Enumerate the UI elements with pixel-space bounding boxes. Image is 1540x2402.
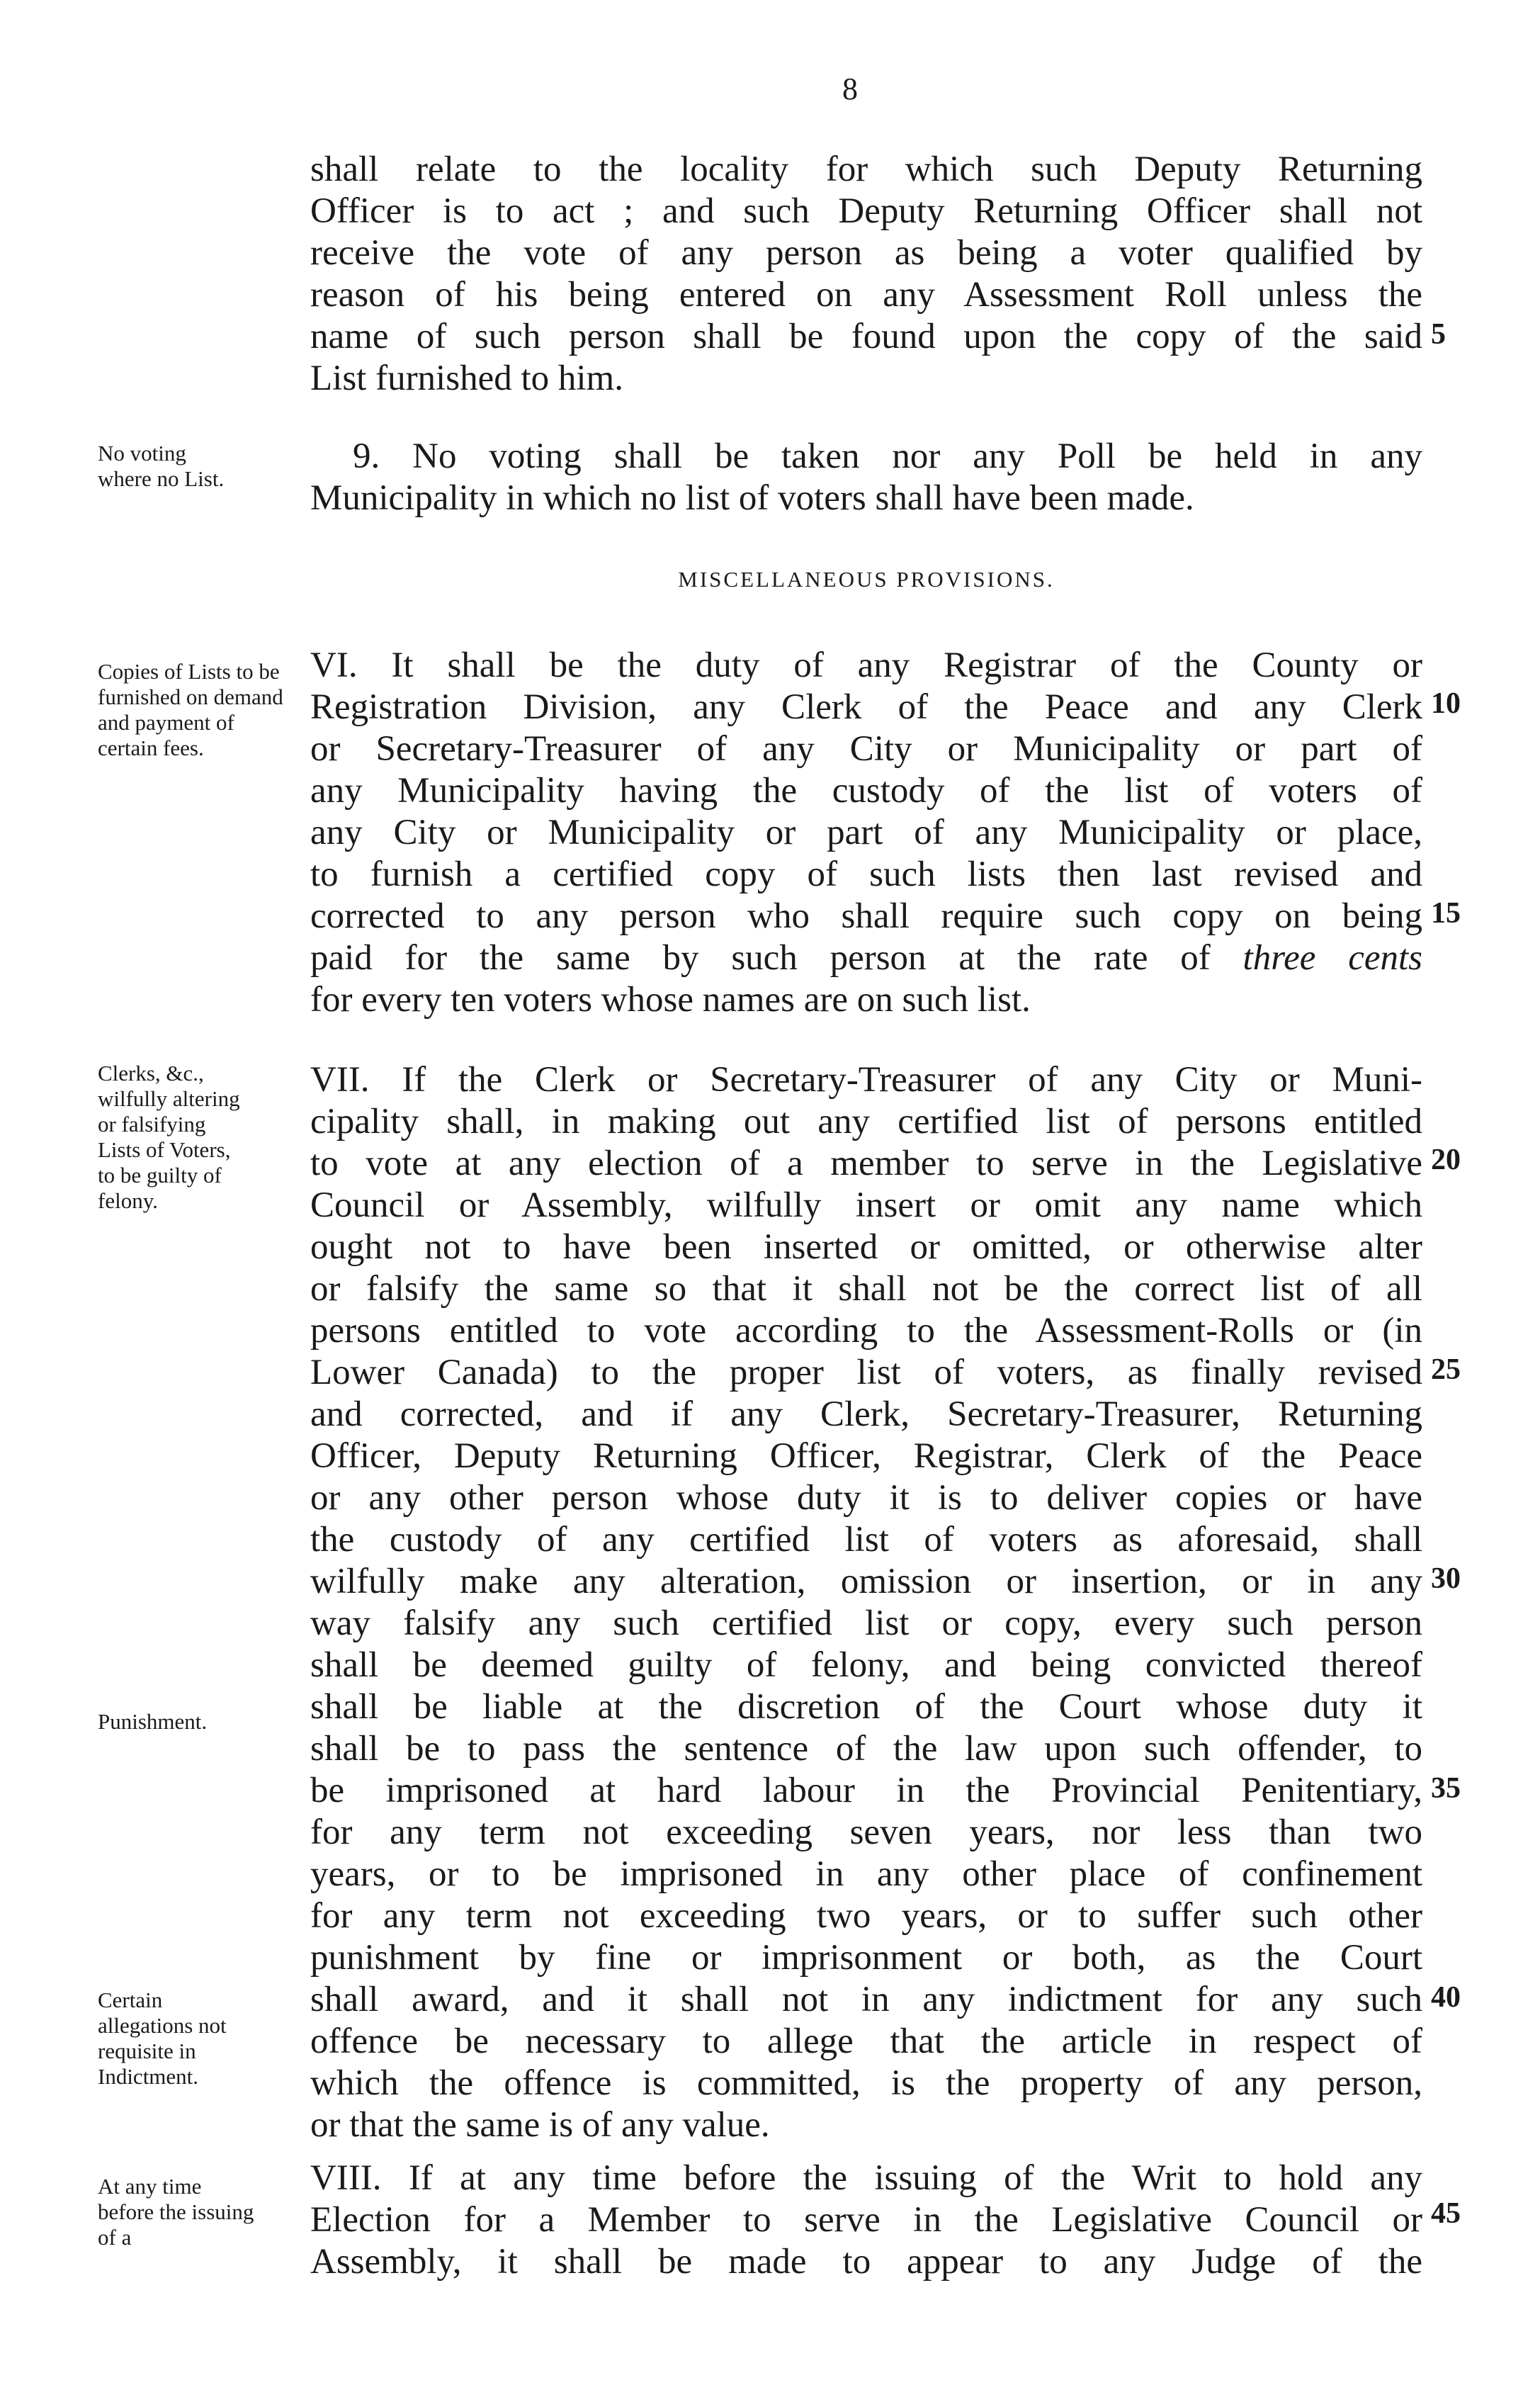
- line-number: 25: [1431, 1353, 1461, 1386]
- section-vii-paragraph: [310, 1059, 1422, 2146]
- text-line: name of such person shall be found upon the copy of the said: [310, 317, 1422, 356]
- text-line: or any other person whose duty it is to deliver copies or have: [310, 1478, 1422, 1518]
- text-line: for any term not exceeding seven years, nor less than two: [310, 1812, 1422, 1852]
- text-line: List furnished to him.: [310, 359, 623, 398]
- line-number: 45: [1431, 2197, 1461, 2230]
- section-9-paragraph: [310, 436, 1422, 519]
- margin-note-any-time: At any time before the issuing of a: [98, 2174, 254, 2250]
- line-number: 20: [1431, 1144, 1461, 1176]
- text-line: 9. No voting shall be taken nor any Poll be held in any: [353, 436, 1422, 476]
- text-line: cipality shall, in making out any certified list of persons entitled: [310, 1102, 1422, 1141]
- line-number: 5: [1431, 318, 1446, 351]
- text-line: for every ten voters whose names are on such list.: [310, 980, 1031, 1020]
- margin-note-clerks: Clerks, &c., wilfully altering or falsifying Lists of Voters, to be guilty of felony.: [98, 1061, 240, 1213]
- line-number: 35: [1431, 1772, 1461, 1805]
- section-vi-paragraph: [310, 645, 1422, 1021]
- text-line: reason of his being entered on any Assessment Roll unless the: [310, 275, 1422, 315]
- text-line: offence be necessary to allege that the article in respect of: [310, 2022, 1422, 2061]
- text-line: which the offence is committed, is the property of any person,: [310, 2063, 1422, 2103]
- text-line: or that the same is of any value.: [310, 2105, 770, 2145]
- text-line: Officer is to act ; and such Deputy Returning Officer shall not: [310, 191, 1422, 231]
- text-line: shall be deemed guilty of felony, and being convicted thereof: [310, 1645, 1422, 1685]
- text-line: be imprisoned at hard labour in the Provincial Penitentiary,: [310, 1771, 1422, 1810]
- text-line: VI. It shall be the duty of any Registrar of the County or: [310, 645, 1422, 685]
- page-number: 8: [842, 72, 858, 106]
- margin-note-allegations: Certain allegations not requisite in Indictment.: [98, 1987, 227, 2089]
- text-line: shall be to pass the sentence of the law upon such offender, to: [310, 1729, 1422, 1769]
- line-number: 40: [1431, 1981, 1461, 2014]
- text-line: persons entitled to vote according to the Assessment-Rolls or (in: [310, 1311, 1422, 1351]
- margin-note-copies: Copies of Lists to be furnished on demand and payment of certain fees.: [98, 659, 283, 760]
- section-heading: MISCELLANEOUS PROVISIONS.: [678, 567, 1055, 592]
- text-line: Election for a Member to serve in the Legislative Council or: [310, 2200, 1422, 2240]
- text-line: ought not to have been inserted or omitted, or otherwise alter: [310, 1227, 1422, 1267]
- line-number: 30: [1431, 1562, 1461, 1595]
- line-number: 10: [1431, 687, 1461, 720]
- margin-note-no-voting: No voting where no List.: [98, 441, 225, 491]
- text-line: Assembly, it shall be made to appear to any Judge of the: [310, 2242, 1422, 2282]
- text-line: Registration Division, any Clerk of the Peace and any Clerk: [310, 687, 1422, 727]
- text-line: VII. If the Clerk or Secretary-Treasurer of any City or Muni-: [310, 1060, 1422, 1100]
- continuation-paragraph: [310, 149, 1422, 400]
- text-line: the custody of any certified list of voters as aforesaid, shall: [310, 1520, 1422, 1560]
- text-line: or Secretary-Treasurer of any City or Municipality or part of: [310, 729, 1422, 769]
- text-line: shall be liable at the discretion of the Court whose duty it: [310, 1687, 1422, 1727]
- text-line: Council or Assembly, wilfully insert or omit any name which: [310, 1185, 1422, 1225]
- text-line: or falsify the same so that it shall not be the correct list of all: [310, 1269, 1422, 1309]
- text-line: any City or Municipality or part of any Municipality or place,: [310, 813, 1422, 852]
- text-line: wilfully make any alteration, omission or insertion, or in any: [310, 1562, 1422, 1601]
- text-line: to vote at any election of a member to serve in the Legislative: [310, 1144, 1422, 1183]
- text-line: for any term not exceeding two years, or to suffer such other: [310, 1896, 1422, 1936]
- margin-note-punishment: Punishment.: [98, 1709, 208, 1734]
- text-line: punishment by fine or imprisonment or both, as the Court: [310, 1938, 1422, 1978]
- text-line: years, or to be imprisoned in any other place of confinement: [310, 1854, 1422, 1894]
- text-line: Lower Canada) to the proper list of voters, as finally revised: [310, 1353, 1422, 1392]
- text-line: shall relate to the locality for which such Deputy Returning: [310, 150, 1422, 189]
- text-line: [310, 937, 1422, 979]
- text-line: corrected to any person who shall require such copy on being: [310, 896, 1422, 936]
- section-viii-paragraph: [310, 2158, 1422, 2283]
- text-fragment: paid for the same by such person at the rate of: [310, 938, 1211, 978]
- text-line: shall award, and it shall not in any indictment for any such: [310, 1980, 1422, 2019]
- text-line: VIII. If at any time before the issuing of the Writ to hold any: [310, 2158, 1422, 2198]
- text-line: way falsify any such certified list or copy, every such person: [310, 1603, 1422, 1643]
- text-line: any Municipality having the custody of the list of voters of: [310, 771, 1422, 811]
- text-line: receive the vote of any person as being a voter qualified by: [310, 233, 1422, 273]
- text-line: and corrected, and if any Clerk, Secretary-Treasurer, Returning: [310, 1394, 1422, 1434]
- italic-fee: three cents: [1242, 938, 1423, 978]
- text-line: Municipality in which no list of voters shall have been made.: [310, 478, 1194, 518]
- text-line: Officer, Deputy Returning Officer, Registrar, Clerk of the Peace: [310, 1436, 1422, 1476]
- line-number: 15: [1431, 897, 1461, 930]
- text-line: to furnish a certified copy of such lists then last revised and: [310, 855, 1422, 894]
